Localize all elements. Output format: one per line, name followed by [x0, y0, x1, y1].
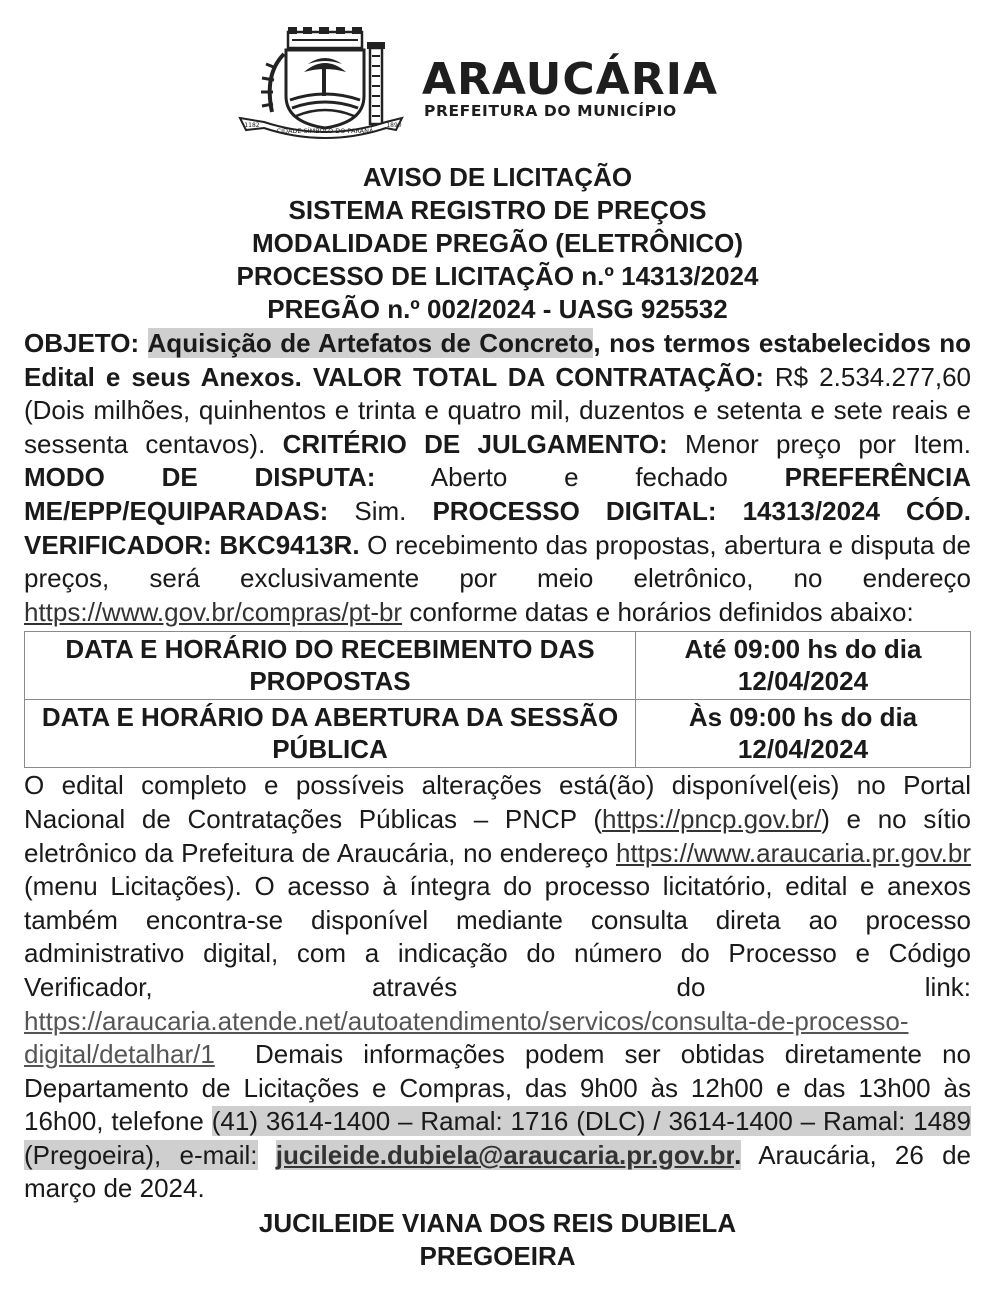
table-row [25, 632, 971, 700]
schedule-label: DATA E HORÁRIO DO RECEBIMENTO DAS PROPOSTAS [25, 632, 636, 700]
brand-subtitle: PREFEITURA DO MUNICÍPIO [424, 102, 677, 120]
schedule-value [636, 700, 971, 768]
schedule-table [24, 631, 971, 768]
title-aviso: AVISO DE LICITAÇÃO [362, 162, 633, 192]
details-body [24, 769, 971, 1206]
recebimento-text: O recebimento das propostas, abertura e disputa de preços, será exclusivamente por meio eletrônico, no endereço [24, 529, 972, 594]
modo-label: MODO DE DISPUTA: [24, 462, 376, 493]
table-row [25, 700, 971, 768]
recebimento-end: conforme datas e horários definidos abaixo: [409, 596, 914, 627]
seal-year-left: 1182 [244, 122, 260, 129]
title-processo: PROCESSO DE LICITAÇÃO n.º 14313/2024 [236, 261, 759, 291]
processo-link[interactable]: https://araucaria.atende.net/autoatendimento/servicos/consulta-de-processo-digital/detalhar/1 [24, 1005, 909, 1070]
info-text: Demais informações podem ser obtidas diretamente no Departamento de Licitações e Compras, das 9h00 às 12h00 e das 13h00 às 16h00, telefone [24, 1039, 972, 1137]
edital-text-3: (menu Licitações). O acesso à íntegra do processo licitatório, edital e anexos também encontra-se disponível mediante consulta direta ao processo administrativo digital, com a indicação do número do Processo e Código Verificador, através do link: [24, 871, 971, 1002]
schedule-value-line1: Até 09:00 hs do dia [684, 634, 922, 665]
brand [422, 54, 719, 120]
seal-year-right: 1890 [386, 122, 402, 129]
objeto-label: OBJETO: [24, 328, 140, 358]
schedule-value-line2: 12/04/2024 [737, 666, 869, 697]
signer-role: PREGOEIRA [419, 1241, 576, 1272]
valor-value: R$ 2.534.277,60 (Dois milhões, quinhentos e trinta e quatro mil, duzentos e setenta e sete reais e sessenta centavos). [24, 361, 971, 459]
criterio-value: Menor preço por Item. [685, 428, 972, 459]
notice-titles [24, 161, 971, 326]
modo-value: Aberto e fechado [430, 462, 728, 493]
email-end: . [734, 1139, 742, 1170]
preferencia-label: PREFERÊNCIA ME/EPP/EQUIPARADAS: [24, 462, 971, 526]
signer-name: JUCILEIDE VIANA DOS REIS DUBIELA [258, 1208, 737, 1239]
header [24, 0, 971, 150]
prefeitura-link[interactable]: https://www.araucaria.pr.gov.br [615, 837, 971, 868]
notice-page [24, 0, 971, 1273]
notice-body [24, 327, 971, 629]
compras-link[interactable]: https://www.gov.br/compras/pt-br [24, 596, 403, 627]
schedule-label: DATA E HORÁRIO DA ABERTURA DA SESSÃO PÚBLICA [25, 700, 636, 768]
objeto-rest: , nos termos estabelecidos no Edital e seus Anexos. [24, 328, 971, 392]
title-pregao: PREGÃO n.º 002/2024 - UASG 925532 [267, 294, 728, 324]
brand-name: ARAUCÁRIA [422, 54, 719, 105]
objeto-value: Aquisição de Artefatos de Concreto [147, 328, 594, 358]
pncp-link[interactable]: https://pncp.gov.br/ [602, 803, 822, 834]
phone-text: (41) 3614-1400 – Ramal: 1716 (DLC) / 3614-1400 – Ramal: 1489 (Pregoeira), e-mail: [24, 1106, 971, 1170]
edital-text-1: O edital completo e possíveis alterações está(ão) disponível(eis) no Portal Nacional de Contratações Públicas – PNCP ( [24, 770, 971, 834]
criterio-label: CRITÉRIO DE JULGAMENTO: [282, 428, 668, 459]
signature [24, 1207, 971, 1273]
preferencia-value: Sim. [354, 495, 407, 526]
coat-of-arms-seal [236, 24, 406, 140]
title-modalidade: MODALIDADE PREGÃO (ELETRÔNICO) [251, 228, 744, 258]
edital-text-2: ) e no sítio eletrônico da Prefeitura de Araucária, no endereço [24, 803, 971, 868]
schedule-value-line2: 12/04/2024 [737, 734, 869, 765]
place-date: Araucária, 26 de março de 2024. [24, 1139, 971, 1204]
title-sistema: SISTEMA REGISTRO DE PREÇOS [288, 195, 707, 225]
seal-ribbon-text: CIDADE SÍMBOLO DO PARANÁ [276, 127, 374, 135]
valor-label: VALOR TOTAL DA CONTRATAÇÃO: [312, 361, 764, 392]
schedule-value-line1: Às 09:00 hs do dia [688, 702, 918, 733]
processo-digital-label: PROCESSO DIGITAL: 14313/2024 CÓD. VERIFICADOR: BKC9413R. [24, 495, 971, 560]
email-link[interactable]: jucileide.dubiela@araucaria.pr.gov.br [275, 1139, 735, 1170]
schedule-value [636, 632, 971, 700]
